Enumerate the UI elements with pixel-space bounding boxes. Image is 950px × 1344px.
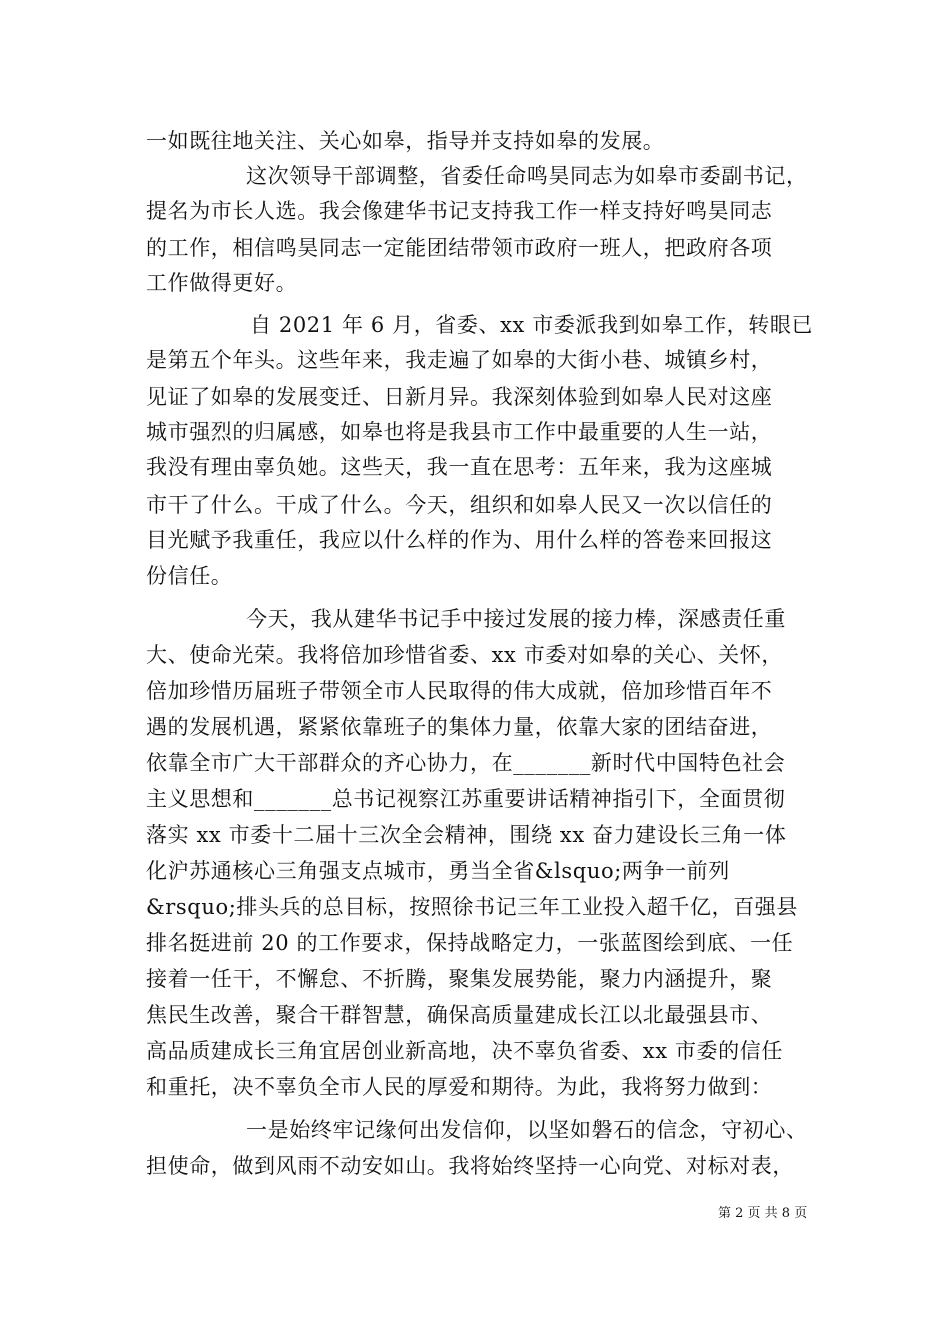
text-line: 见证了如皋的发展变迁、日新月异。我深刻体验到如皋人民对这座 xyxy=(146,385,773,409)
text-line: 份信任。 xyxy=(146,564,233,588)
text-line: 自 2021 年 6 月，省委、xx 市委派我到如皋工作，转眼已 xyxy=(250,313,814,337)
page-number: 第 2 页 共 8 页 xyxy=(718,1206,808,1221)
text-line: 接着一任干，不懈怠、不折腾，聚集发展势能，聚力内涵提升，聚 xyxy=(146,967,773,991)
text-line: 大、使命光荣。我将倍加珍惜省委、xx 市委对如皋的关心、关怀， xyxy=(146,643,783,667)
text-line: 一如既往地关注、关心如皋，指导并支持如皋的发展。 xyxy=(146,129,665,153)
text-line: 这次领导干部调整，省委任命鸣昊同志为如皋市委副书记， xyxy=(246,164,808,188)
text-line: 是第五个年头。这些年来，我走遍了如皋的大街小巷、城镇乡村， xyxy=(146,348,773,372)
text-line: 目光赋予我重任，我应以什么样的作为、用什么样的答卷来回报这 xyxy=(146,528,773,552)
text-line: 和重托，决不辜负全市人民的厚爱和期待。为此，我将努力做到： xyxy=(146,1075,773,1099)
text-line: 化沪苏通核心三角强支点城市，勇当全省&lsquo;两争一前列 xyxy=(146,859,730,883)
text-line: 高品质建成长三角宜居创业新高地，决不辜负省委、xx 市委的信任 xyxy=(146,1039,783,1063)
text-line: 落实 xx 市委十二届十三次全会精神，围绕 xx 奋力建设长三角一体 xyxy=(146,823,787,847)
text-line: 工作做得更好。 xyxy=(146,271,298,295)
text-line: 市干了什么。干成了什么。今天，组织和如皋人民又一次以信任的 xyxy=(146,493,773,517)
text-line: &rsquo;排头兵的总目标，按照徐书记三年工业投入超千亿，百强县 xyxy=(146,895,798,919)
text-line: 焦民生改善，聚合干群智慧，确保高质量建成长江以北最强县市、 xyxy=(146,1003,773,1027)
text-line: 一是始终牢记缘何出发信仰，以坚如磐石的信念，守初心、 xyxy=(246,1118,808,1142)
text-line: 今天，我从建华书记手中接过发展的接力棒，深感责任重 xyxy=(246,607,786,631)
text-line: 提名为市长人选。我会像建华书记支持我工作一样支持好鸣昊同志 xyxy=(146,199,773,223)
text-line: 担使命，做到风雨不动安如山。我将始终坚持一心向党、对标对表， xyxy=(146,1154,794,1178)
text-line: 城市强烈的归属感，如皋也将是我县市工作中最重要的人生一站， xyxy=(146,420,773,444)
text-line: 倍加珍惜历届班子带领全市人民取得的伟大成就，倍加珍惜百年不 xyxy=(146,679,773,703)
text-line: 遇的发展机遇，紧紧依靠班子的集体力量，依靠大家的团结奋进， xyxy=(146,715,773,739)
text-line: 我没有理由辜负她。这些天，我一直在思考：五年来，我为这座城 xyxy=(146,455,773,479)
text-line: 依靠全市广大干部群众的齐心协力，在_______新时代中国特色社会 xyxy=(146,751,786,775)
text-line: 排名挺进前 20 的工作要求，保持战略定力，一张蓝图绘到底、一任 xyxy=(146,931,794,955)
text-line: 主义思想和_______总书记视察江苏重要讲话精神指引下，全面贯彻 xyxy=(146,787,786,811)
text-line: 的工作，相信鸣昊同志一定能团结带领市政府一班人，把政府各项 xyxy=(146,236,773,260)
